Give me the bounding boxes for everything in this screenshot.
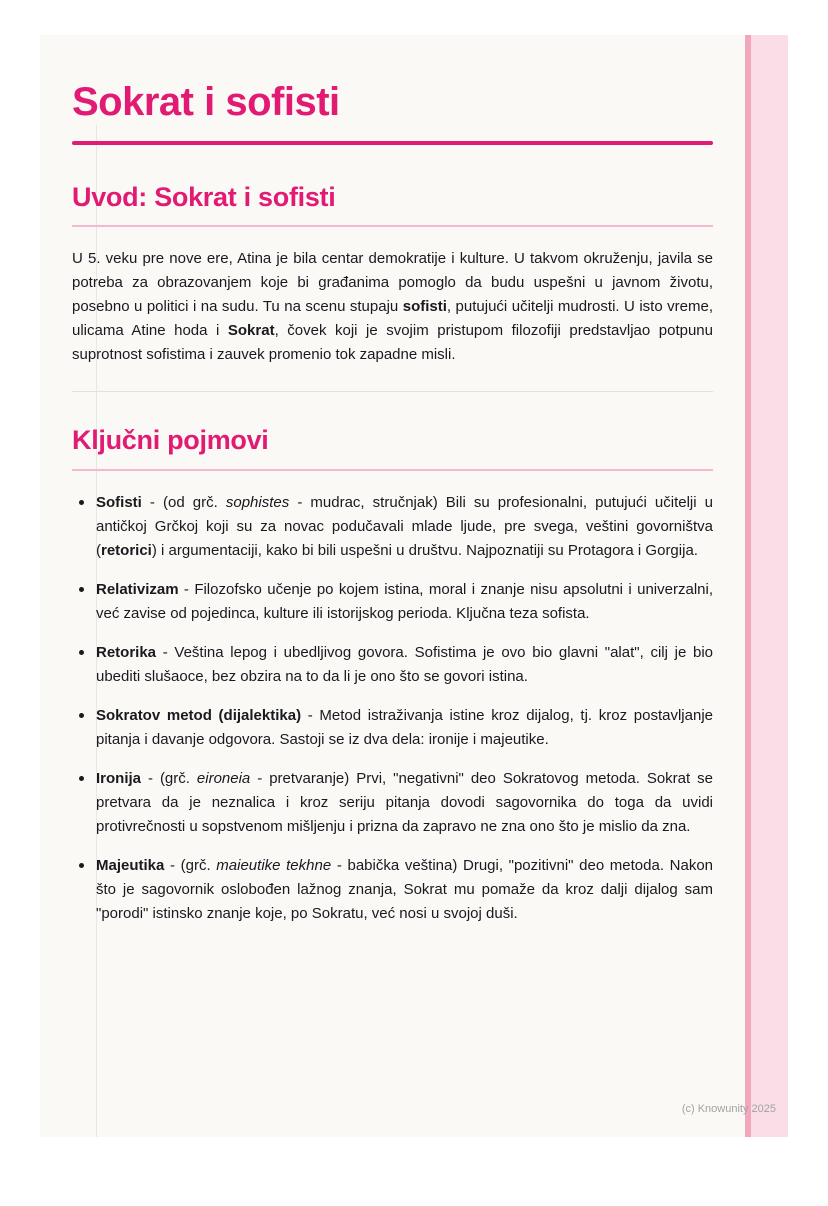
key-term-text: Retorika - Veština lepog i ubedljivog govora. Sofistima je ovo bio glavni "alat", cilj je bio ubediti slušaoce, bez obzira na to da li je ono što se govori istina. [96, 643, 713, 685]
key-term-item [72, 854, 713, 926]
key-term-item [72, 641, 713, 689]
title-underline [72, 141, 713, 145]
key-term-item [72, 491, 713, 563]
bullet-icon [79, 863, 84, 868]
key-term-item [72, 767, 713, 839]
key-term-item [72, 704, 713, 752]
page-content [40, 35, 788, 926]
key-terms-heading-underline [72, 469, 713, 471]
bullet-icon [79, 650, 84, 655]
bullet-icon [79, 776, 84, 781]
key-term-text: Sofisti - (od grč. sophistes - mudrac, stručnjak) Bili su profesionalni, putujući učitelji u antičkoj Grčkoj koji su za novac podučavali mlade ljude, pre svega, veštini govorništva (retorici) i argumentaciji, kako bi bili uspešni u društvu. Najpoznatiji su Protagora i Gorgija. [96, 493, 714, 559]
bullet-icon [79, 713, 84, 718]
bullet-icon [79, 500, 84, 505]
key-terms-list [72, 491, 713, 926]
section-divider [72, 391, 713, 392]
bullet-icon [79, 587, 84, 592]
key-terms-heading: Ključni pojmovi [72, 425, 269, 456]
document-page [40, 35, 788, 1137]
key-term-text: Ironija - (grč. eironeia - pretvaranje) Prvi, "negativni" deo Sokratovog metoda. Sokrat se pretvara da je neznalica i kroz seriju pitanja dovodi sagovornika do toga da uvidi protivrečnosti u sopstvenom mišljenju i prizna da zapravo ne zna ono što je mislio da zna. [96, 769, 713, 835]
document-title: Sokrat i sofisti [72, 80, 340, 124]
intro-heading-underline [72, 225, 713, 227]
section-key-terms [72, 424, 713, 925]
key-term-text: Majeutika - (grč. maieutike tekhne - babička veština) Drugi, "pozitivni" deo metoda. Nakon što je sagovornik oslobođen lažnog znanja, Sokrat mu pomaže da kroz dalji dijalog sam "porodi" istinsko znanje koje, po Sokratu, već nosi u svojoj duši. [96, 856, 714, 922]
key-term-text: Sokratov metod (dijalektika) - Metod istraživanja istine kroz dijalog, tj. kroz postavljanje pitanja i davanje odgovora. Sastoji se iz dva dela: ironije i majeutike. [96, 706, 713, 748]
intro-paragraph: U 5. veku pre nove ere, Atina je bila centar demokratije i kulture. U takvom okruženju, javila se potreba za obrazovanjem koje bi građanima pomoglo da budu uspešni u javnom životu, posebno u politici i na sudu. Tu na scenu stupaju sofisti, putujući učitelji mudrosti. U isto vreme, ulicama Atine hoda i Sokrat, čovek koji je svojim pristupom filozofiji predstavljao potpunu suprotnost sofistima i zauvek promenio tok zapadne misli. [72, 250, 713, 364]
key-term-text: Relativizam - Filozofsko učenje po kojem istina, moral i znanje nisu apsolutni i univerzalni, već zavise od pojedinca, kulture ili istorijskog perioda. Ključna teza sofista. [96, 580, 713, 622]
watermark: (c) Knowunity 2025 [681, 1103, 776, 1115]
intro-heading: Uvod: Sokrat i sofisti [72, 182, 336, 212]
section-intro [72, 181, 713, 367]
key-term-item [72, 578, 713, 626]
